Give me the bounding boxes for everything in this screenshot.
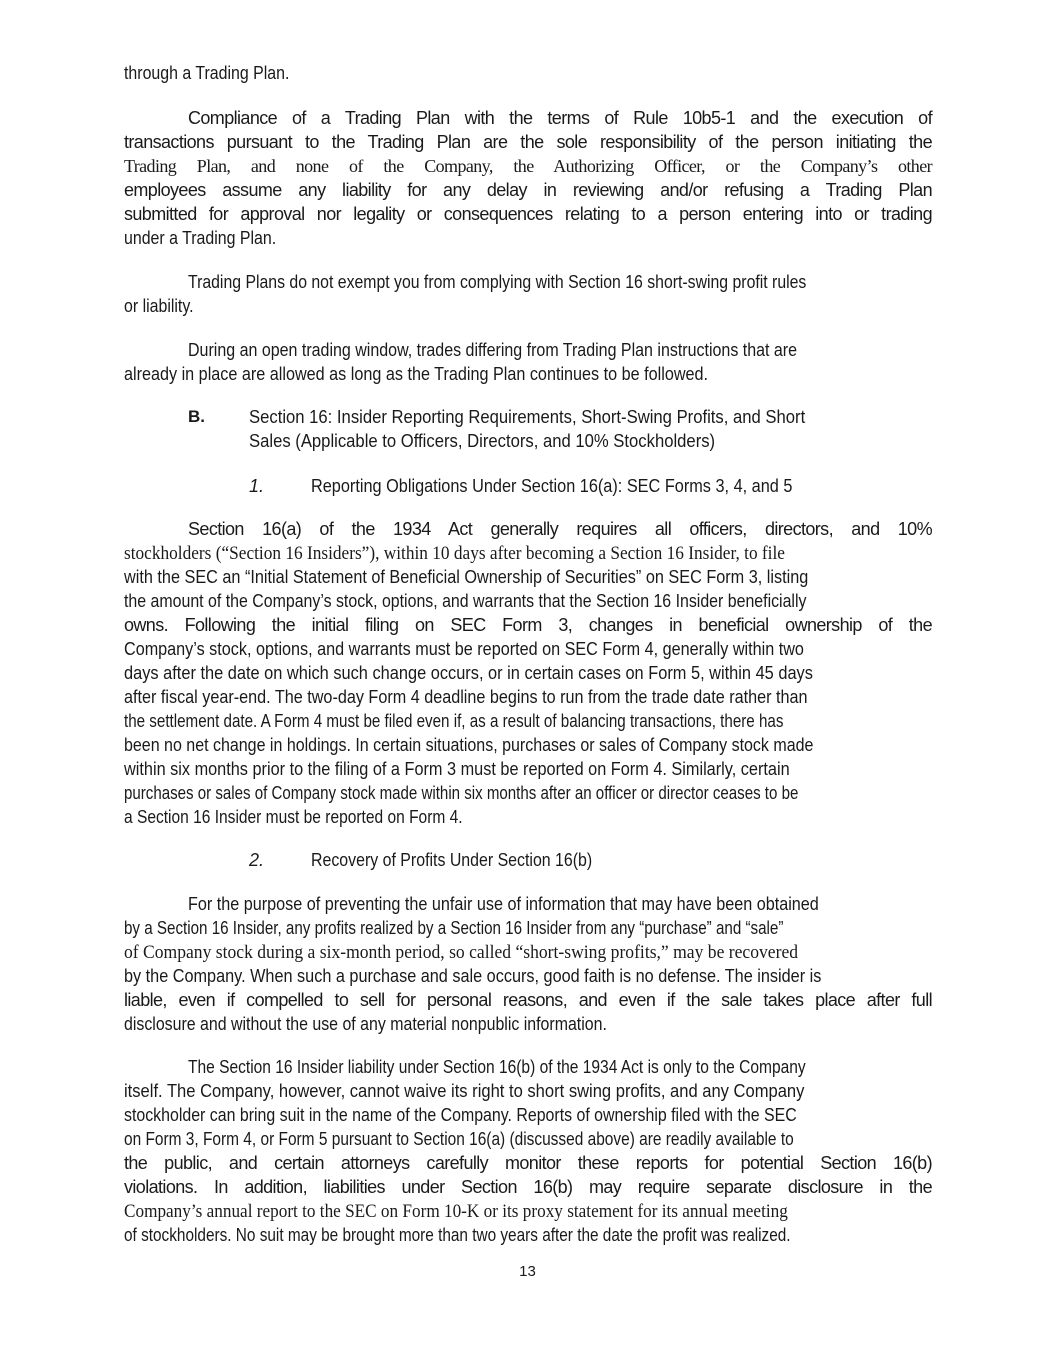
text-span: through a Trading Plan. xyxy=(124,62,290,83)
text-line: violations. In addition, liabilities under Section 16(b) may require separate disclosure in the xyxy=(124,1177,932,1197)
text-line xyxy=(188,338,932,362)
text-line: submitted for approval nor legality or consequences relating to a person entering into or trading xyxy=(124,204,932,224)
text-line xyxy=(124,685,932,709)
text-line xyxy=(124,805,932,829)
text-line xyxy=(124,1012,932,1036)
text-line xyxy=(124,226,932,250)
section-heading-line xyxy=(249,405,867,429)
text-span: the settlement date. A Form 4 must be filed even if, as a result of balancing transactions, there has xyxy=(124,710,784,731)
text-line: transactions pursuant to the Trading Plan are the sole responsibility of the person initiating the xyxy=(124,132,932,152)
subsection-heading xyxy=(311,474,858,498)
text-span: the amount of the Company’s stock, options, and warrants that the Section 16 Insider beneficially xyxy=(124,590,807,611)
text-line xyxy=(124,733,932,757)
text-line xyxy=(124,1127,932,1151)
text-line xyxy=(124,1103,932,1127)
text-line: the public, and certain attorneys carefully monitor these reports for potential Section 16(b) xyxy=(124,1153,932,1173)
section-label: B. xyxy=(188,407,205,426)
text-line xyxy=(124,541,932,565)
text-span: itself. The Company, however, cannot waive its right to short swing profits, and any Company xyxy=(124,1080,805,1101)
text-line xyxy=(124,916,932,940)
text-span: after fiscal year-end. The two-day Form 4 deadline begins to run from the trade date rather than xyxy=(124,686,808,707)
text-span: days after the date on which such change occurs, or in certain cases on Form 5, within 45 days xyxy=(124,662,813,683)
text-line: liable, even if compelled to sell for personal reasons, and even if the sale takes place after full xyxy=(124,990,932,1010)
text-span: of stockholders. No suit may be brought more than two years after the date the profit was realized. xyxy=(124,1224,791,1245)
text-span: Reporting Obligations Under Section 16(a): SEC Forms 3, 4, and 5 xyxy=(311,475,793,496)
text-span: Company’s annual report to the SEC on Form 10-K or its proxy statement for its annual meeting xyxy=(124,1201,788,1222)
text-line: employees assume any liability for any delay in reviewing and/or refusing a Trading Plan xyxy=(124,180,932,200)
text-line xyxy=(124,661,932,685)
text-line xyxy=(124,61,932,85)
text-span: been no net change in holdings. In certain situations, purchases or sales of Company stock made xyxy=(124,734,814,755)
subsection-label: 1. xyxy=(249,476,265,496)
text-span: Recovery of Profits Under Section 16(b) xyxy=(311,849,593,870)
text-span: Company’s stock, options, and warrants must be reported on SEC Form 4, generally within two xyxy=(124,638,804,659)
text-span: on Form 3, Form 4, or Form 5 pursuant to Section 16(a) (discussed above) are readily available to xyxy=(124,1128,794,1149)
text-line xyxy=(124,362,932,386)
text-span: Section 16: Insider Reporting Requirements, Short-Swing Profits, and Short xyxy=(249,406,806,427)
text-line: Compliance of a Trading Plan with the terms of Rule 10b5-1 and the execution of xyxy=(188,108,932,128)
text-line xyxy=(124,709,932,733)
text-span: disclosure and without the use of any material nonpublic information. xyxy=(124,1013,607,1034)
text-line xyxy=(124,565,932,589)
text-line xyxy=(124,294,932,318)
text-line xyxy=(124,781,932,805)
subsection-label: 2. xyxy=(249,850,265,870)
text-line xyxy=(124,1199,932,1223)
text-span: purchases or sales of Company stock made within six months after an officer or director ceases to be xyxy=(124,782,799,803)
text-span: with the SEC an “Initial Statement of Beneficial Ownership of Securities” on SEC Form 3, listing xyxy=(124,566,809,587)
text-span: Trading Plans do not exempt you from complying with Section 16 short-swing profit rules xyxy=(188,271,807,292)
text-line xyxy=(124,1079,932,1103)
text-span: already in place are allowed as long as the Trading Plan continues to be followed. xyxy=(124,363,709,384)
text-span: by a Section 16 Insider, any profits realized by a Section 16 Insider from any “purchase” and “sale” xyxy=(124,917,784,938)
text-span: For the purpose of preventing the unfair use of information that may have been obtained xyxy=(188,893,819,914)
text-line xyxy=(124,637,932,661)
text-line: Section 16(a) of the 1934 Act generally requires all officers, directors, and 10% xyxy=(188,519,932,539)
page-number: 13 xyxy=(519,1263,536,1280)
text-span: The Section 16 Insider liability under Section 16(b) of the 1934 Act is only to the Company xyxy=(188,1056,806,1077)
text-line xyxy=(188,1055,932,1079)
section-heading-line xyxy=(249,429,767,453)
text-span: by the Company. When such a purchase and sale occurs, good faith is no defense. The insider is xyxy=(124,965,822,986)
text-line xyxy=(188,270,932,294)
text-line xyxy=(124,757,932,781)
text-span: of Company stock during a six-month period, so called “short-swing profits,” may be recovered xyxy=(124,942,799,963)
text-span: within six months prior to the filing of a Form 3 must be reported on Form 4. Similarly, certain xyxy=(124,758,790,779)
text-line xyxy=(124,1223,932,1247)
text-line xyxy=(124,940,932,964)
text-span: stockholder can bring suit in the name of the Company. Reports of ownership filed with the SEC xyxy=(124,1104,797,1125)
text-line: Trading Plan, and none of the Company, the Authorizing Officer, or the Company’s other xyxy=(124,156,932,176)
text-line xyxy=(124,589,932,613)
text-line xyxy=(124,964,932,988)
text-span: or liability. xyxy=(124,295,194,316)
text-line: owns. Following the initial filing on SEC Form 3, changes in beneficial ownership of the xyxy=(124,615,932,635)
subsection-heading xyxy=(311,848,638,872)
text-span: a Section 16 Insider must be reported on Form 4. xyxy=(124,806,463,827)
text-span: Sales (Applicable to Officers, Directors, and 10% Stockholders) xyxy=(249,430,716,451)
text-span: under a Trading Plan. xyxy=(124,227,277,248)
text-span: stockholders (“Section 16 Insiders”), within 10 days after becoming a Section 16 Insider, to file xyxy=(124,543,785,564)
text-line xyxy=(188,892,932,916)
text-span: During an open trading window, trades differing from Trading Plan instructions that are xyxy=(188,339,798,360)
